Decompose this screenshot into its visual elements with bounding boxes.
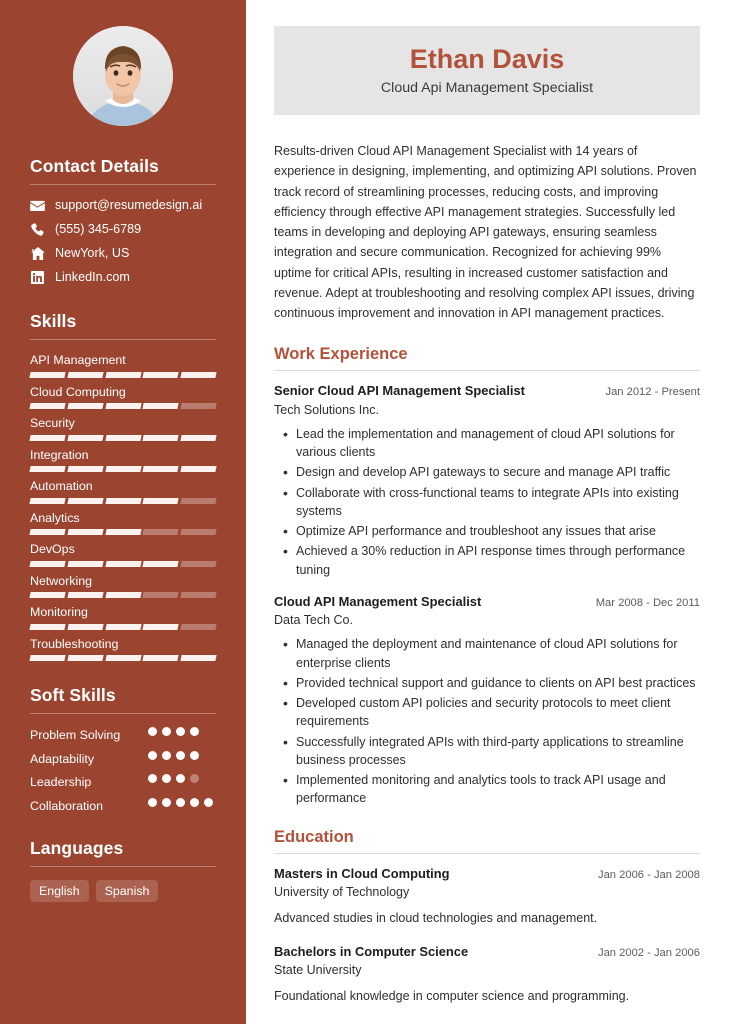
education-section bbox=[274, 828, 700, 1007]
rating-dot bbox=[190, 727, 199, 736]
skill-bar-segment bbox=[105, 466, 141, 472]
skill-item bbox=[30, 353, 216, 378]
skill-bar-segment bbox=[105, 403, 141, 409]
soft-skill-name: Leadership bbox=[30, 775, 92, 790]
contact-details-section bbox=[30, 156, 216, 285]
bullet-item: • Developed custom API policies and security protocols to meet client requirements bbox=[274, 694, 700, 731]
skill-bar-segment bbox=[29, 624, 65, 630]
bullet-item: • Achieved a 30% reduction in API response times through performance tuning bbox=[274, 542, 700, 579]
skill-bar-segment bbox=[143, 466, 179, 472]
skill-bar-segment bbox=[105, 592, 141, 598]
work-entry-date: Mar 2008 - Dec 2011 bbox=[595, 596, 700, 609]
education-entry-institution: University of Technology bbox=[274, 885, 410, 900]
contact-item-phone[interactable] bbox=[30, 222, 216, 237]
name-header-card bbox=[274, 26, 700, 115]
skill-bar-segment bbox=[67, 529, 103, 535]
work-entry-date: Jan 2012 - Present bbox=[605, 386, 700, 399]
skill-bar-segment bbox=[105, 655, 141, 661]
skill-name: Security bbox=[30, 416, 75, 431]
skill-bar-segment bbox=[29, 529, 65, 535]
skill-bar-segment bbox=[143, 403, 179, 409]
linkedin-icon bbox=[30, 271, 45, 285]
education-entry-institution: State University bbox=[274, 963, 362, 978]
candidate-name: Ethan Davis bbox=[409, 44, 565, 74]
soft-skill-name: Collaboration bbox=[30, 798, 104, 813]
rating-dot bbox=[162, 727, 171, 736]
rating-dot bbox=[148, 751, 157, 760]
education-entry-title: Masters in Cloud Computing bbox=[274, 865, 450, 881]
skill-bar-segment bbox=[67, 466, 103, 472]
skill-bar-segment bbox=[181, 466, 217, 472]
soft-skill-rating-dots bbox=[144, 774, 216, 783]
language-tag[interactable]: English bbox=[30, 880, 89, 902]
bullet-item: • Lead the implementation and management of cloud API solutions for various clients bbox=[274, 425, 700, 462]
avatar bbox=[73, 26, 173, 126]
divider bbox=[30, 713, 216, 714]
sidebar bbox=[0, 0, 246, 1024]
education-entry-list bbox=[274, 865, 700, 1007]
skill-bar-segment bbox=[67, 561, 103, 567]
main-content bbox=[246, 0, 730, 1024]
skill-item bbox=[30, 574, 216, 599]
skill-bar-segment bbox=[29, 655, 65, 661]
skill-name: Cloud Computing bbox=[30, 384, 126, 399]
soft-skill-name: Adaptability bbox=[30, 751, 95, 766]
rating-dot bbox=[190, 751, 199, 760]
education-entry-header bbox=[274, 943, 700, 960]
skill-bar-segment bbox=[181, 561, 217, 567]
soft-skills-heading: Soft Skills bbox=[30, 685, 116, 706]
rating-dot bbox=[162, 774, 171, 783]
rating-dot bbox=[176, 727, 185, 736]
work-entry-header bbox=[274, 593, 700, 610]
work-entry-title: Cloud API Management Specialist bbox=[274, 593, 482, 609]
work-experience-section bbox=[274, 345, 700, 807]
skill-name: Automation bbox=[30, 479, 93, 494]
contact-phone-text: (555) 345-6789 bbox=[55, 222, 142, 237]
skill-item bbox=[30, 416, 216, 441]
education-entry-date: Jan 2002 - Jan 2006 bbox=[597, 946, 700, 959]
divider bbox=[30, 866, 216, 867]
education-entry-description: Foundational knowledge in computer science and programming. bbox=[274, 989, 630, 1004]
work-entry-organization: Data Tech Co. bbox=[274, 613, 353, 628]
skill-bar-segment bbox=[29, 561, 65, 567]
skill-bar-segment bbox=[67, 435, 103, 441]
professional-summary: Results-driven Cloud API Management Specialist with 14 years of experience in designing, implementing, and optimizing API solutions. Proven track record of streamlining processes, reducing costs, and improving efficiency through effective API management strategies. Successfully led teams in developing and deploying API gateways, ensuring seamless integration and secure communication. Recognized for achieving 99% uptime for critical APIs, resulting in increased customer satisfaction and revenue. Adept at troubleshooting and resolving complex API issues, driving continuous improvement and innovation in API management practices. bbox=[274, 144, 697, 321]
skill-bar-segment bbox=[181, 403, 217, 409]
skill-name: Networking bbox=[30, 573, 92, 588]
skill-item bbox=[30, 479, 216, 504]
skills-heading: Skills bbox=[30, 311, 77, 332]
skill-level-bar bbox=[30, 592, 216, 598]
work-entry-bullets bbox=[274, 425, 700, 579]
skill-bar-segment bbox=[29, 466, 65, 472]
skill-bar-segment bbox=[105, 498, 141, 504]
work-entry-title: Senior Cloud API Management Specialist bbox=[274, 383, 525, 399]
skill-name: DevOps bbox=[30, 542, 75, 557]
skill-level-bar bbox=[30, 372, 216, 378]
skill-item bbox=[30, 542, 216, 567]
skill-name: Troubleshooting bbox=[30, 636, 119, 651]
skill-item bbox=[30, 448, 216, 473]
skill-bar-segment bbox=[67, 403, 103, 409]
divider bbox=[30, 339, 216, 340]
contact-item-email[interactable] bbox=[30, 198, 216, 213]
skill-item bbox=[30, 385, 216, 410]
education-entry bbox=[274, 943, 700, 1006]
soft-skill-rating-dots bbox=[144, 798, 216, 807]
soft-skill-item bbox=[30, 798, 216, 815]
skill-level-bar bbox=[30, 624, 216, 630]
bullet-item: • Design and develop API gateways to secure and manage API traffic bbox=[274, 463, 700, 481]
contact-item-location[interactable] bbox=[30, 246, 216, 261]
languages-section bbox=[30, 838, 216, 902]
work-entry bbox=[274, 593, 700, 808]
skill-bar-segment bbox=[181, 498, 217, 504]
skill-bar-segment bbox=[181, 372, 217, 378]
bullet-item: • Provided technical support and guidance to clients on API best practices bbox=[274, 674, 700, 692]
languages-heading: Languages bbox=[30, 838, 124, 859]
soft-skill-name: Problem Solving bbox=[30, 728, 121, 743]
skill-level-bar bbox=[30, 498, 216, 504]
work-entry-list bbox=[274, 382, 700, 807]
divider bbox=[30, 184, 216, 185]
work-entry bbox=[274, 382, 700, 579]
work-experience-heading: Work Experience bbox=[274, 345, 408, 364]
candidate-role: Cloud Api Management Specialist bbox=[380, 80, 594, 97]
skill-bar-segment bbox=[105, 435, 141, 441]
divider bbox=[274, 853, 700, 854]
work-entry-bullets bbox=[274, 635, 700, 807]
skill-bar-segment bbox=[181, 655, 217, 661]
skill-bar-segment bbox=[181, 624, 217, 630]
rating-dot bbox=[148, 727, 157, 736]
rating-dot bbox=[204, 798, 213, 807]
skill-bar-segment bbox=[29, 435, 65, 441]
education-entry bbox=[274, 865, 700, 928]
skill-bar-segment bbox=[67, 655, 103, 661]
work-entry-header bbox=[274, 382, 700, 399]
skill-bar-segment bbox=[143, 498, 179, 504]
rating-dot bbox=[190, 774, 199, 783]
rating-dot bbox=[176, 751, 185, 760]
skill-bar-segment bbox=[181, 592, 217, 598]
rating-dot bbox=[148, 798, 157, 807]
education-entry-header bbox=[274, 865, 700, 882]
skills-list bbox=[30, 353, 216, 661]
skill-bar-segment bbox=[29, 403, 65, 409]
skill-bar-segment bbox=[143, 372, 179, 378]
skill-bar-segment bbox=[143, 592, 179, 598]
soft-skill-item bbox=[30, 751, 216, 768]
skill-bar-segment bbox=[105, 529, 141, 535]
avatar-container bbox=[0, 26, 246, 126]
rating-dot bbox=[148, 774, 157, 783]
skill-bar-segment bbox=[29, 372, 65, 378]
skill-level-bar bbox=[30, 561, 216, 567]
soft-skills-list bbox=[30, 727, 216, 814]
rating-dot bbox=[176, 774, 185, 783]
skill-bar-segment bbox=[105, 372, 141, 378]
home-icon bbox=[30, 247, 45, 261]
skill-name: Analytics bbox=[30, 510, 80, 525]
profile-photo-icon bbox=[73, 26, 173, 126]
contact-item-linkedin[interactable] bbox=[30, 270, 216, 285]
language-tag-list bbox=[30, 880, 216, 902]
skill-level-bar bbox=[30, 655, 216, 661]
rating-dot bbox=[176, 798, 185, 807]
skill-item bbox=[30, 511, 216, 536]
skill-bar-segment bbox=[67, 624, 103, 630]
skill-bar-segment bbox=[143, 624, 179, 630]
skill-bar-segment bbox=[143, 561, 179, 567]
skill-item bbox=[30, 605, 216, 630]
email-icon bbox=[30, 199, 45, 213]
skill-bar-segment bbox=[29, 498, 65, 504]
rating-dot bbox=[162, 751, 171, 760]
skill-bar-segment bbox=[67, 372, 103, 378]
soft-skill-rating-dots bbox=[144, 727, 216, 736]
skill-level-bar bbox=[30, 466, 216, 472]
education-heading: Education bbox=[274, 827, 354, 846]
skill-bar-segment bbox=[67, 498, 103, 504]
bullet-item: • Implemented monitoring and analytics tools to track API usage and performance bbox=[274, 771, 700, 808]
skill-name: API Management bbox=[30, 353, 126, 368]
skill-bar-segment bbox=[105, 561, 141, 567]
bullet-item: • Managed the deployment and maintenance of cloud API solutions for enterprise clients bbox=[274, 635, 700, 672]
soft-skill-item bbox=[30, 727, 216, 744]
contact-details-heading: Contact Details bbox=[30, 156, 159, 176]
rating-dot bbox=[162, 798, 171, 807]
skill-level-bar bbox=[30, 403, 216, 409]
skill-bar-segment bbox=[143, 655, 179, 661]
contact-email-text: support@resumedesign.ai bbox=[55, 198, 203, 212]
soft-skill-item bbox=[30, 774, 216, 791]
skills-section bbox=[30, 311, 216, 661]
skill-bar-segment bbox=[143, 529, 179, 535]
skill-bar-segment bbox=[181, 435, 217, 441]
contact-location-text: NewYork, US bbox=[55, 246, 130, 261]
bullet-item: • Successfully integrated APIs with third-party applications to streamline business processes bbox=[274, 733, 700, 770]
skill-item bbox=[30, 637, 216, 662]
bullet-item: • Optimize API performance and troubleshoot any issues that arise bbox=[274, 522, 700, 540]
soft-skill-rating-dots bbox=[144, 751, 216, 760]
skill-name: Monitoring bbox=[30, 605, 88, 620]
skill-bar-segment bbox=[143, 435, 179, 441]
education-entry-title: Bachelors in Computer Science bbox=[274, 943, 469, 959]
skill-bar-segment bbox=[181, 529, 217, 535]
skill-bar-segment bbox=[67, 592, 103, 598]
work-entry-organization: Tech Solutions Inc. bbox=[274, 402, 379, 417]
skill-bar-segment bbox=[29, 592, 65, 598]
bullet-item: • Collaborate with cross-functional teams to integrate APIs into existing systems bbox=[274, 484, 700, 521]
skill-level-bar bbox=[30, 435, 216, 441]
phone-icon bbox=[30, 223, 45, 237]
skill-bar-segment bbox=[105, 624, 141, 630]
contact-linkedin-text: LinkedIn.com bbox=[55, 270, 130, 285]
soft-skills-section bbox=[30, 685, 216, 814]
education-entry-description: Advanced studies in cloud technologies and management. bbox=[274, 911, 598, 926]
skill-name: Integration bbox=[30, 447, 89, 462]
rating-dot bbox=[190, 798, 199, 807]
skill-level-bar bbox=[30, 529, 216, 535]
education-entry-date: Jan 2006 - Jan 2008 bbox=[597, 868, 700, 881]
divider bbox=[274, 370, 700, 371]
language-tag[interactable]: Spanish bbox=[96, 880, 159, 902]
